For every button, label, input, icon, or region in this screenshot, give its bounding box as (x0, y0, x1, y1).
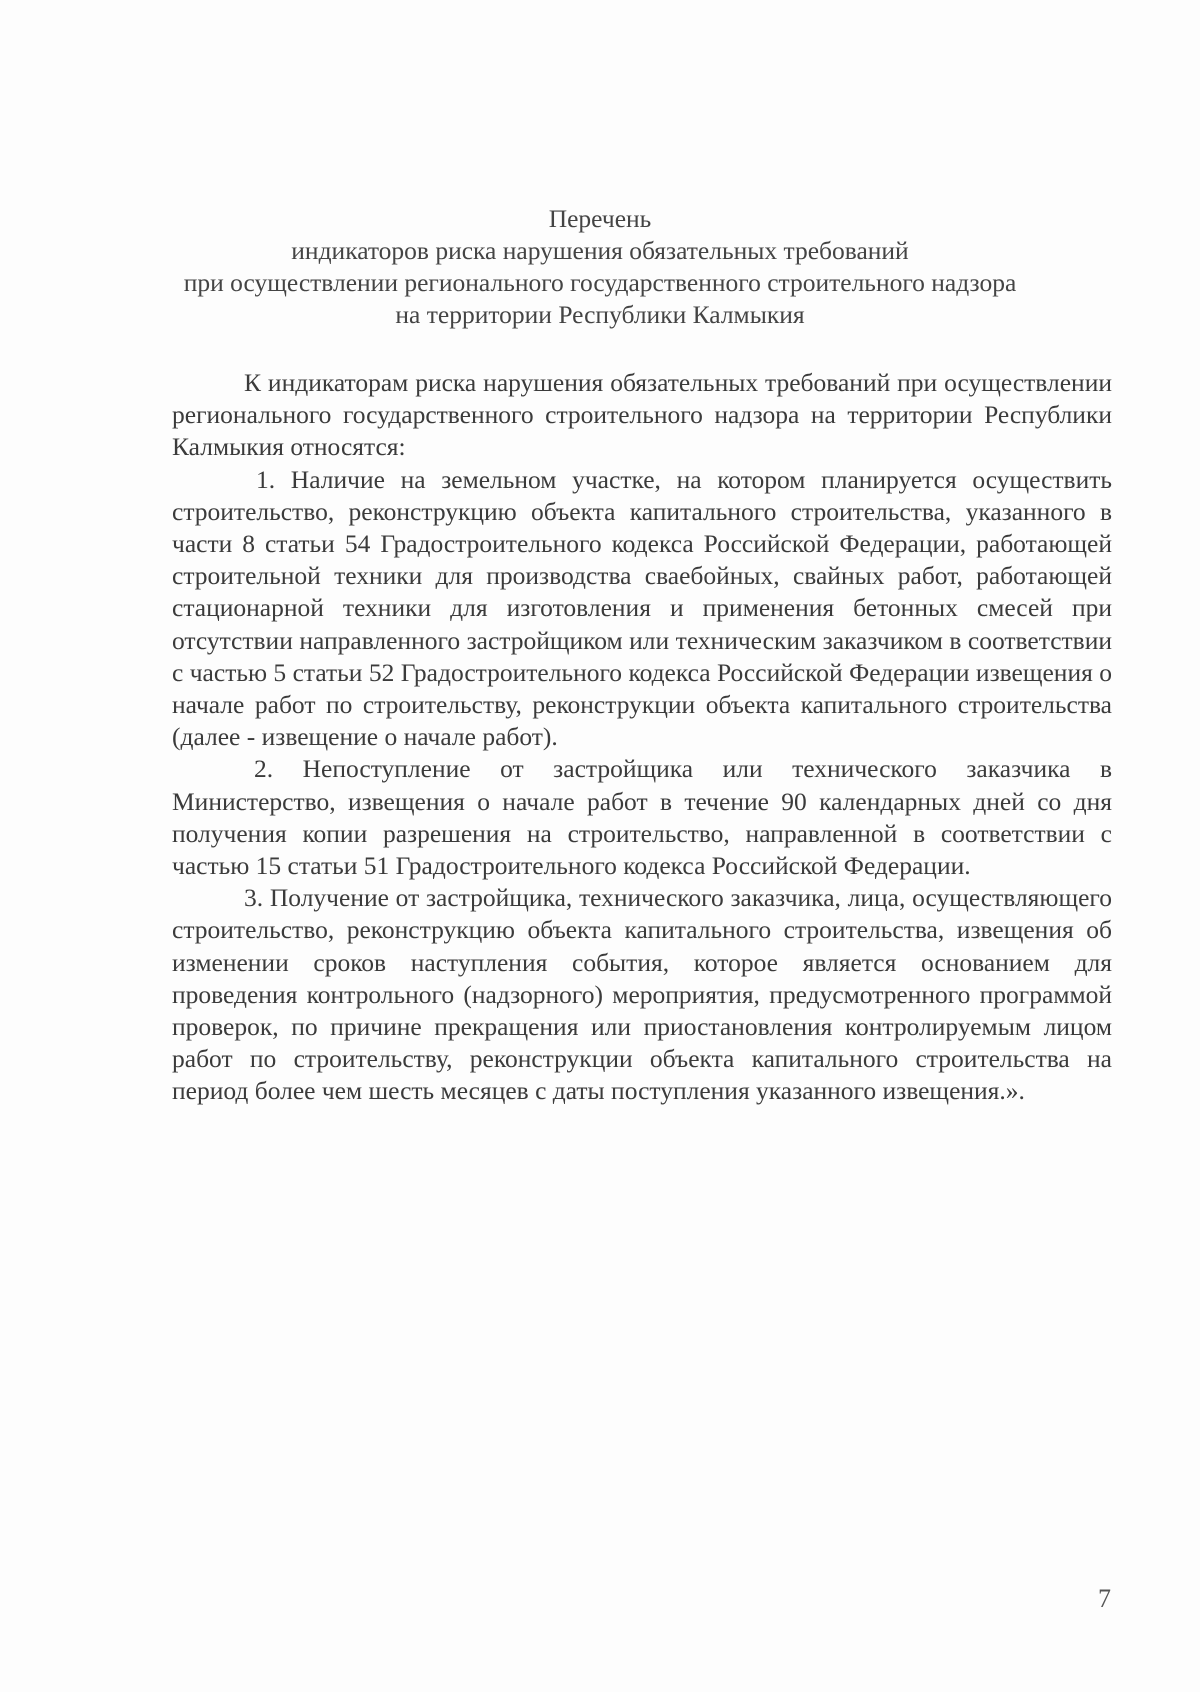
title-line: на территории Республики Калмыкия (395, 300, 805, 329)
page-number: 7 (1098, 1584, 1111, 1613)
title-line: Перечень (548, 204, 652, 233)
title-line: индикаторов риска нарушения обязательных требований (291, 236, 909, 265)
list-item-3: 3. Получение от застройщика, технического заказчика, лица, осуществляющего строительство, реконструкцию объекта капитального строительства, извещения об изменении сроков наступления события, которое является основанием для проведения контрольного (надзорного) мероприятия, предусмотренного программой проверок, по причине прекращения или приостановления контролируемым лицом работ по строительству, реконструкции объекта капитального строительства на период более чем шесть месяцев с даты поступления указанного извещения.». (172, 883, 1112, 1106)
document-body (172, 367, 1112, 1108)
title-line: при осуществлении регионального государственного строительного надзора (183, 268, 1017, 297)
intro-paragraph: К индикаторам риска нарушения обязательных требований при осуществлении регионального государственного строительного надзора на территории Республики Калмыкия относятся: (172, 368, 1112, 462)
document-title (150, 203, 1050, 331)
list-item-1: 1. Наличие на земельном участке, на котором планируется осуществить строительство, реконструкцию объекта капитального строительства, указанного в части 8 статьи 54 Градостроительного кодекса Российской Федерации, работающей строительной техники для производства сваебойных, свайных работ, работающей стационарной техники для изготовления и применения бетонных смесей при отсутствии направленного застройщиком или техническим заказчиком в соответствии с частью 5 статьи 52 Градостроительного кодекса Российской Федерации извещения о начале работ по строительству, реконструкции объекта капитального строительства (далее - извещение о начале работ). (172, 464, 1112, 752)
list-item-2: 2. Непоступление от застройщика или технического заказчика в Министерство, извещения о начале работ в течение 90 календарных дней со дня получения копии разрешения на строительство, направленной в соответствии с частью 15 статьи 51 Градостроительного кодекса Российской Федерации. (172, 754, 1112, 881)
